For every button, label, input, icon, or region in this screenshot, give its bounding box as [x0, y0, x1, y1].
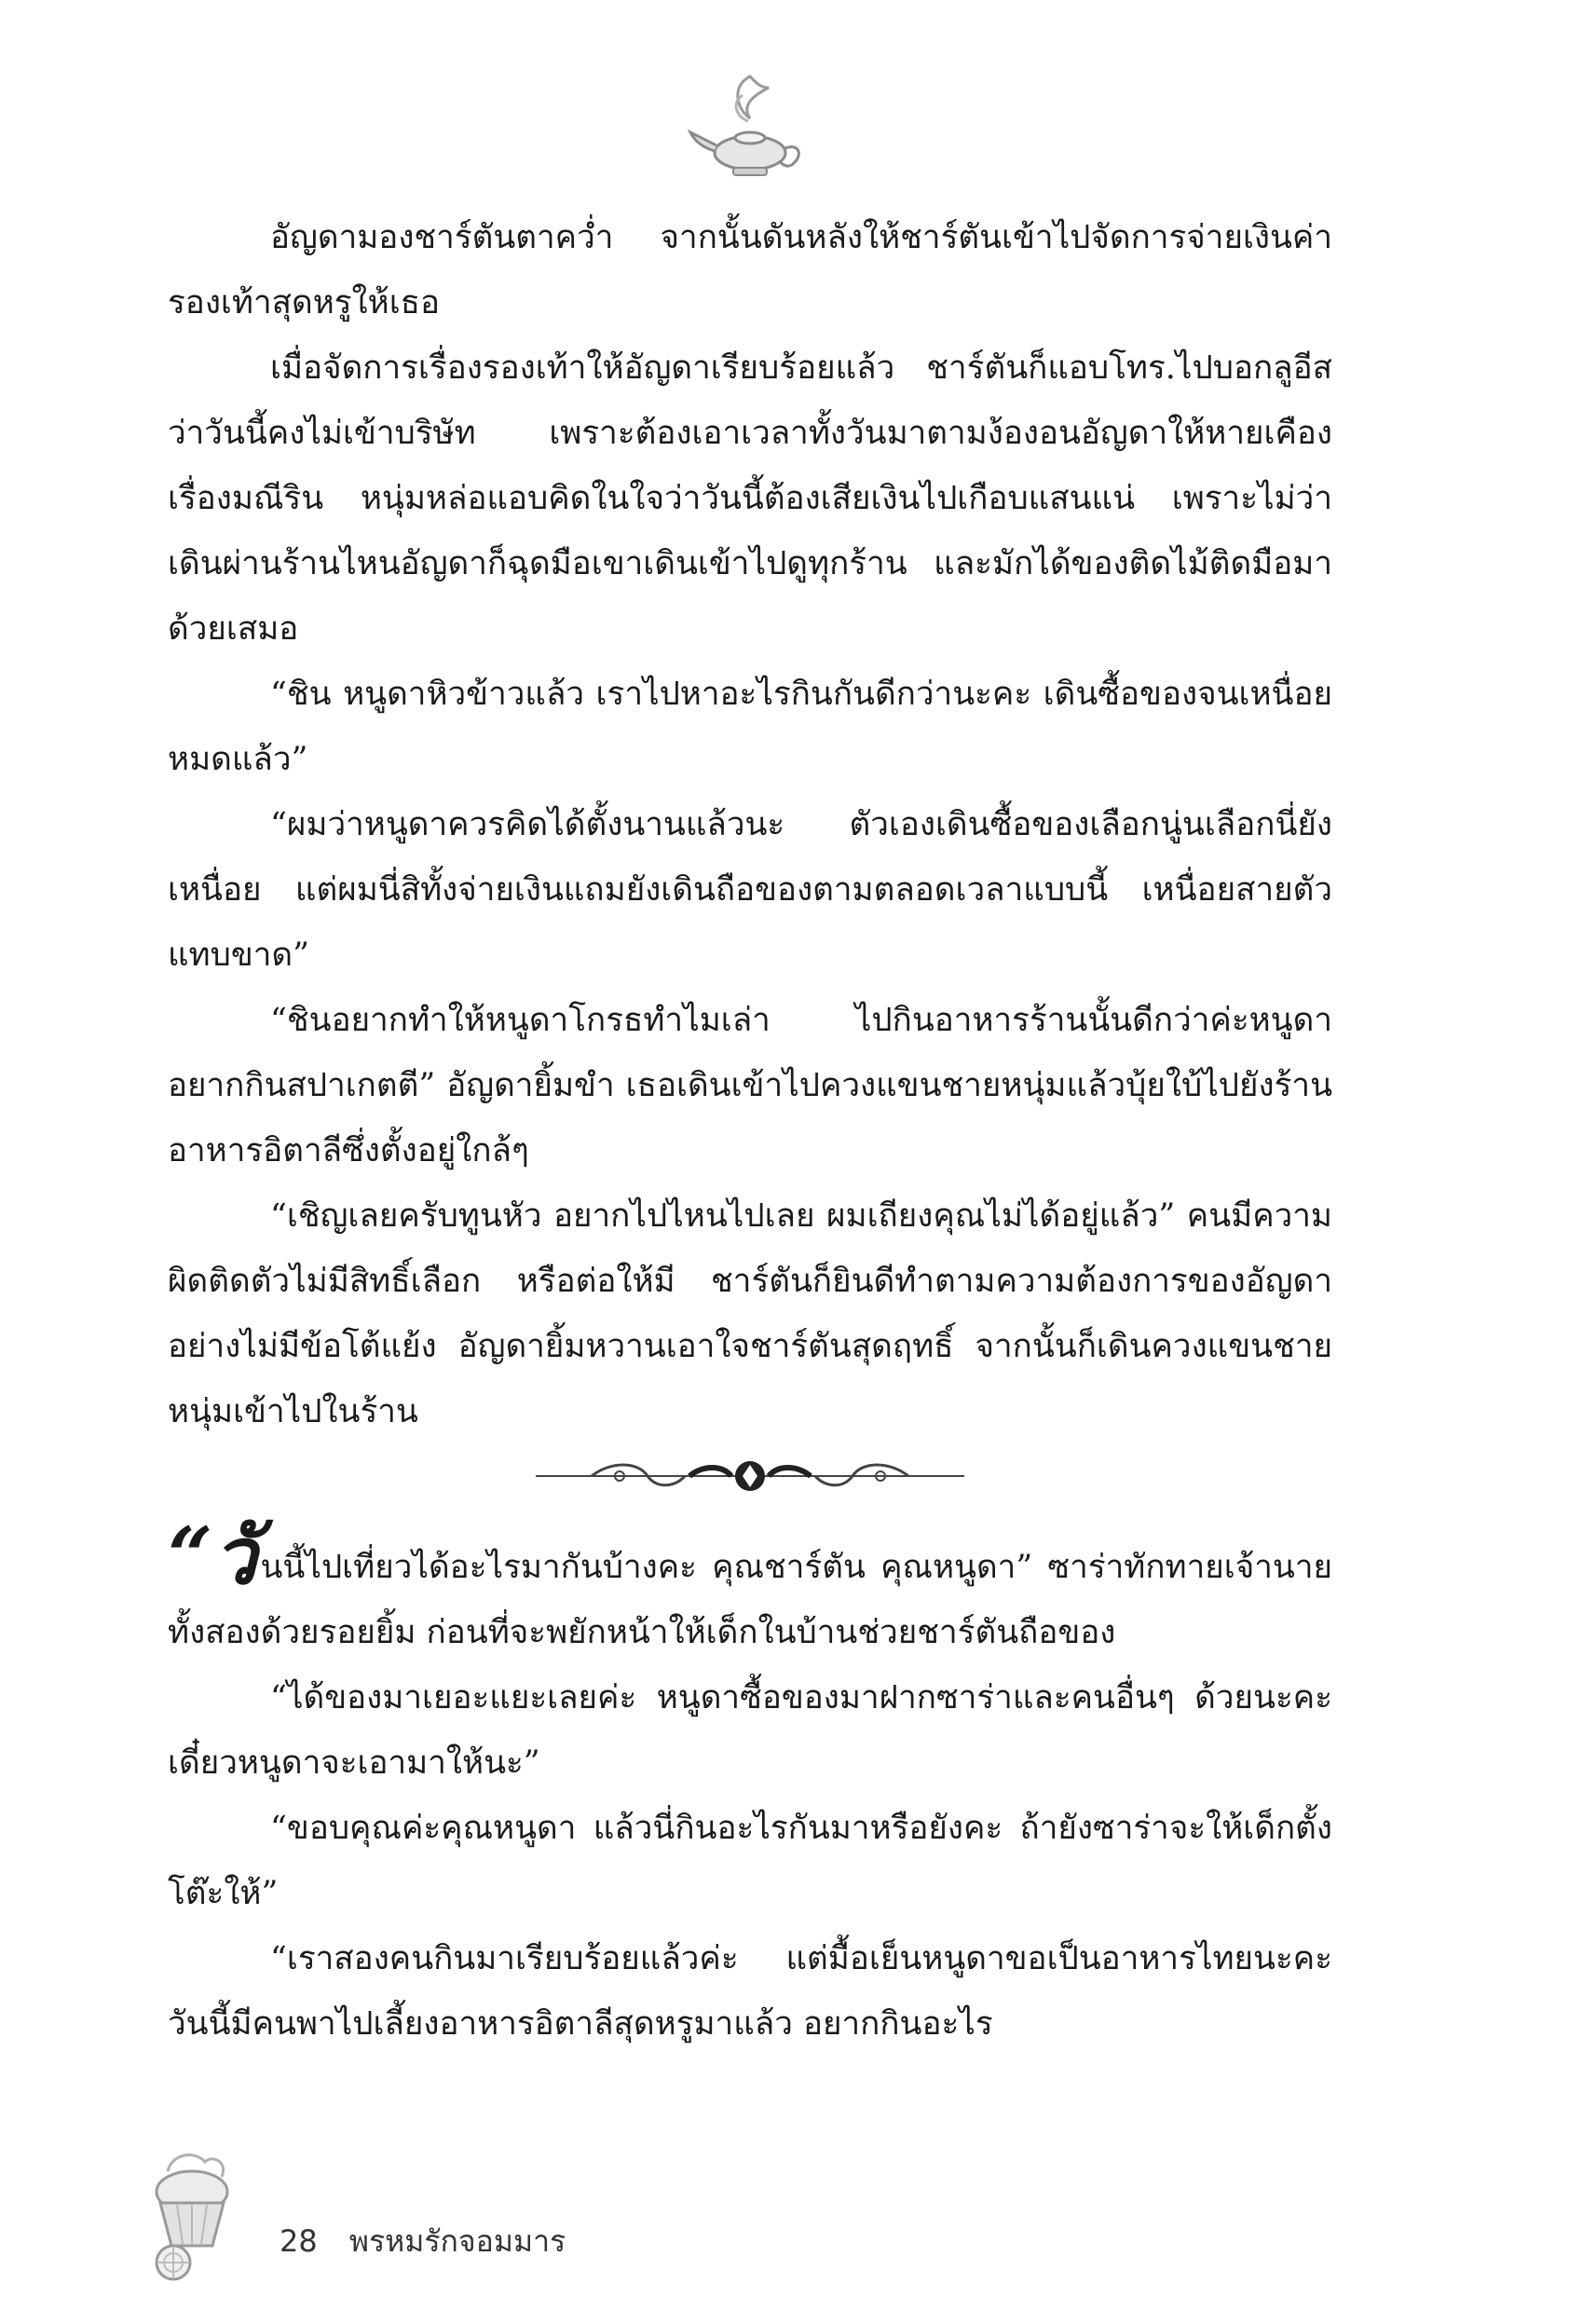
drop-cap: “วั — [168, 1510, 257, 1602]
paragraph: อัญดามองชาร์ตันตาคว่ำ จากนั้นดันหลังให้ชาร์ตันเข้าไปจัดการจ่ายเงินค่ารองเท้าสุดหรูให้เธอ — [168, 219, 1332, 321]
paragraph: “ขอบคุณค่ะคุณหนูดา แล้วนี่กินอะไรกันมาหรือยังคะ ถ้ายังซาร่าจะให้เด็กตั้งโต๊ะให้” — [168, 1810, 1332, 1912]
book-title: พรหมรักจอมมาร — [348, 2223, 566, 2259]
opening-paragraph — [168, 1510, 1332, 1665]
paragraph: เมื่อจัดการเรื่องรองเท้าให้อัญดาเรียบร้อยแล้ว ชาร์ตันก็แอบโทร.ไปบอกลูอีสว่าวันนี้คงไม่เข้าบริษัท เพราะต้องเอาเวลาทั้งวันมาตามง้องอนอัญดาให้หายเคืองเรื่องมณีริน หนุ่มหล่อแอบคิดในใจว่าวันนี้ต้องเสียเงินไปเกือบแสนแน่ เพราะไม่ว่าเดินผ่านร้านไหนอัญดาก็ฉุดมือเขาเดินเข้าไปดูทุกร้าน และมักได้ของติดไม้ติดมือมาด้วยเสมอ — [168, 349, 1332, 648]
page-footer — [280, 2218, 566, 2265]
opening-text: นนี้ไปเที่ยวได้อะไรมากันบ้างคะ คุณชาร์ตัน คุณหนูดา” ซาร่าทักทายเจ้านายทั้งสองด้วยรอยยิ้ม ก่อนที่จะพยักหน้าให้เด็กในบ้านช่วยชาร์ตันถือของ — [168, 1549, 1332, 1651]
text-block — [168, 205, 1332, 2057]
page-number: 28 — [280, 2223, 318, 2259]
paragraph: “ชิน หนูดาหิวข้าวแล้ว เราไปหาอะไรกินกันดีกว่านะคะ เดินซื้อของจนเหนื่อยหมดแล้ว” — [168, 676, 1332, 778]
ornamental-divider — [536, 1456, 964, 1497]
cupcake-lemon-icon — [140, 2143, 242, 2283]
paragraph: “เชิญเลยครับทูนหัว อยากไปไหนไปเลย ผมเถียงคุณไม่ได้อยู่แล้ว” คนมีความผิดติดตัวไม่มีสิทธิ์เลือก หรือต่อให้มี ชาร์ตันก็ยินดีทำตามความต้องการของอัญดาอย่างไม่มีข้อโต้แย้ง อัญดายิ้มหวานเอาใจชาร์ตันสุดฤทธิ์ จากนั้นก็เดินควงแขนชายหนุ่มเข้าไปในร้าน — [168, 1197, 1332, 1430]
paragraph: “ผมว่าหนูดาควรคิดได้ตั้งนานแล้วนะ ตัวเองเดินซื้อของเลือกนู่นเลือกนี่ยังเหนื่อย แต่ผมนี่สิทั้งจ่ายเงินแถมยังเดินถือของตามตลอดเวลาแบบนี้ เหนื่อยสายตัวแทบขาด” — [168, 806, 1332, 974]
paragraph: “ชินอยากทำให้หนูดาโกรธทำไมเล่า ไปกินอาหารร้านนั้นดีกว่าค่ะหนูดาอยากกินสปาเกตตี” อัญดายิ้มขำ เธอเดินเข้าไปควงแขนชายหนุ่มแล้วบุ้ยใบ้ไปยังร้านอาหารอิตาลีซึ่งตั้งอยู่ใกล้ๆ — [168, 1002, 1332, 1169]
paragraph: “เราสองคนกินมาเรียบร้อยแล้วค่ะ แต่มื้อเย็นหนูดาขอเป็นอาหารไทยนะคะ วันนี้มีคนพาไปเลี้ยงอาหารอิตาลีสุดหรูมาแล้ว อยากกินอะไร — [168, 1940, 1332, 2043]
paragraph: “ได้ของมาเยอะแยะเลยค่ะ หนูดาซื้อของมาฝากซาร่าและคนอื่นๆ ด้วยนะคะ เดี๋ยวหนูดาจะเอามาให้นะ” — [168, 1679, 1332, 1782]
genie-lamp-icon — [685, 67, 815, 188]
